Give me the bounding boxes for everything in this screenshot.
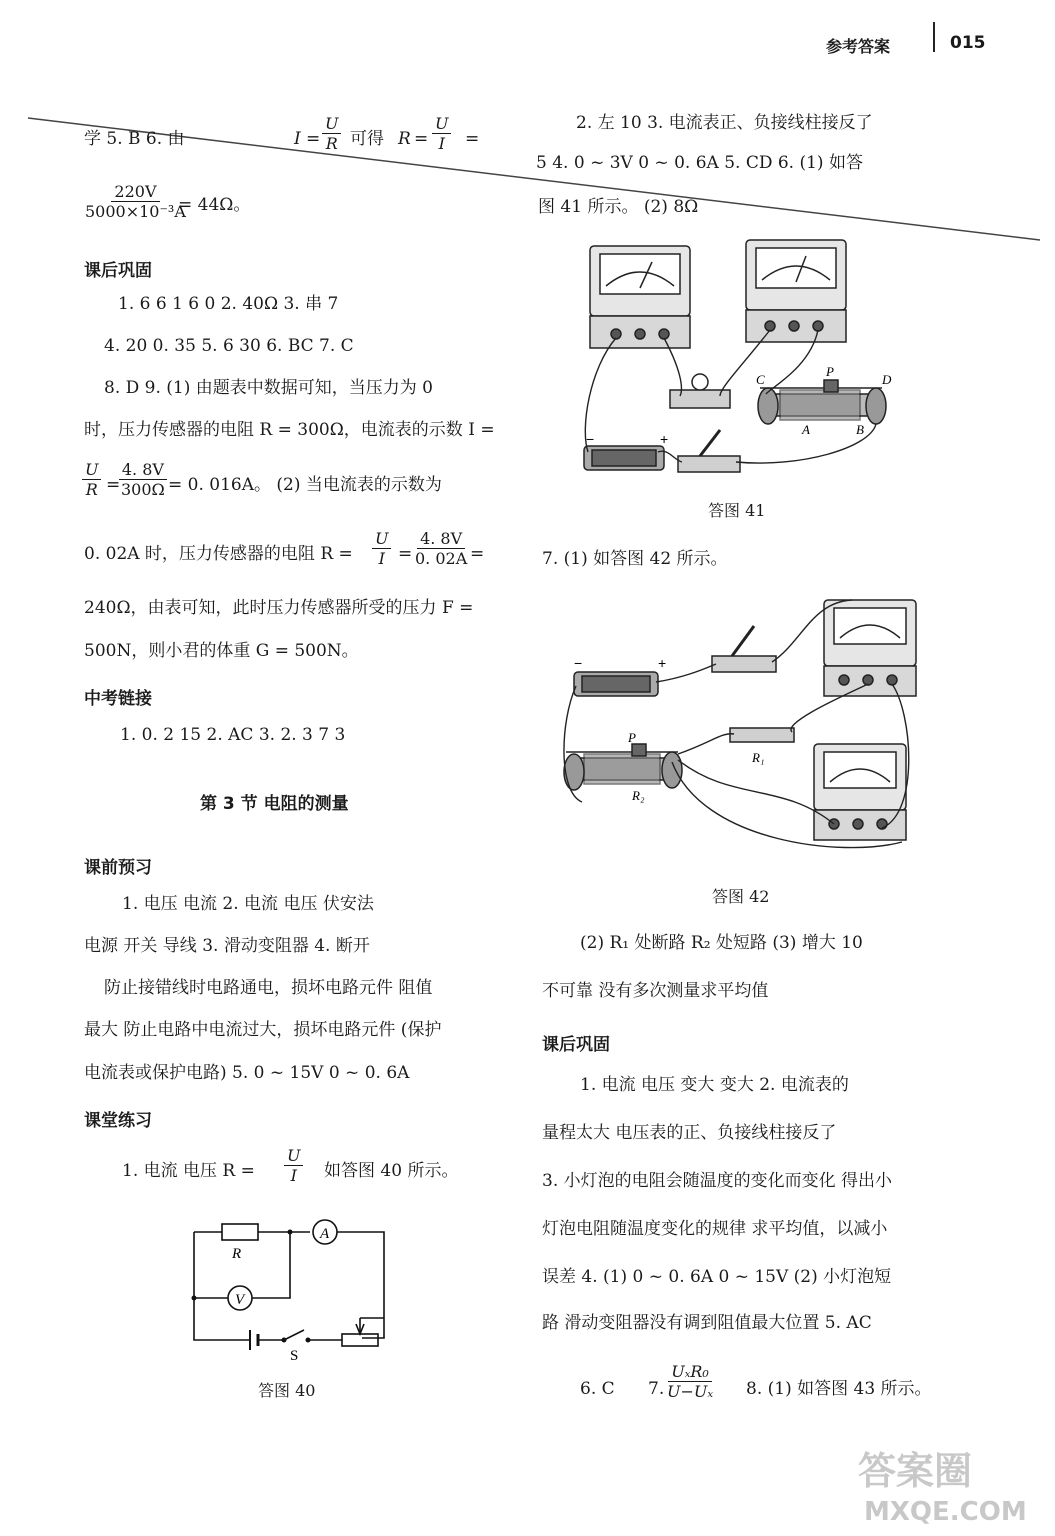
- answer-line: 灯泡电阻随温度变化的规律 求平均值，以减小: [542, 1219, 888, 1239]
- section-heading: 课后巩固: [84, 261, 152, 281]
- answer-item: 7.: [648, 1379, 665, 1399]
- resistor-R: [222, 1224, 258, 1240]
- numerator: UₓR₀: [668, 1362, 712, 1382]
- ammeter-label: A: [320, 1226, 330, 1242]
- answer-line: = 0. 016A。 (2) 当电流表的示数为: [168, 475, 442, 495]
- answer-line: 500N，则小君的体重 G = 500N。: [84, 641, 359, 661]
- switch-label: S: [290, 1348, 299, 1364]
- answer-line: 电源 开关 导线 3. 滑动变阻器 4. 断开: [84, 936, 370, 956]
- answer-line: 防止接错线时电路通电，损坏电路元件 阻值: [104, 978, 433, 998]
- answer-line: 1. 电压 电流 2. 电流 电压 伏安法: [122, 894, 374, 914]
- numerator: U: [322, 114, 341, 134]
- figure-caption-40: 答图 40: [258, 1381, 316, 1400]
- denominator: I: [438, 134, 445, 153]
- answer-line: 误差 4. (1) 0 ~ 0. 6A 0 ~ 15V (2) 小灯泡短: [542, 1267, 892, 1287]
- answer-line: 2. 左 10 3. 电流表正、负接线柱接反了: [576, 113, 873, 133]
- equals: =: [470, 544, 485, 564]
- fraction-u-over-i: [372, 529, 391, 568]
- answer-line: 1. 电流 电压 R =: [122, 1161, 255, 1181]
- answer-line: 图 41 所示。 (2) 8Ω: [538, 197, 699, 217]
- equals: =: [414, 129, 429, 149]
- label-A: A: [802, 422, 810, 437]
- answer-line: 3. 小灯泡的电阻会随温度的变化而变化 得出小: [542, 1171, 893, 1191]
- equals: =: [465, 129, 480, 149]
- equals: =: [306, 129, 321, 149]
- answer-line: 量程太大 电压表的正、负接线柱接反了: [542, 1123, 837, 1143]
- answer-item: 6. C: [580, 1379, 615, 1399]
- denominator: 300Ω: [121, 480, 165, 499]
- header-label: 参考答案: [826, 37, 891, 56]
- figure-caption-41: 答图 41: [708, 501, 766, 520]
- section-heading: 课前预习: [84, 858, 152, 878]
- label-minus: −: [574, 655, 583, 671]
- resistor-label: R: [232, 1246, 242, 1262]
- label-P: P: [628, 730, 636, 745]
- numerator: U: [432, 114, 451, 134]
- answer-line: (2) R₁ 处断路 R₂ 处短路 (3) 增大 10: [580, 933, 863, 953]
- svg-text:答案圈: 答案圈: [858, 1449, 973, 1493]
- answer-line: 7. (1) 如答图 42 所示。: [542, 549, 728, 569]
- label-R2: R₂: [632, 788, 645, 803]
- circuit-photo-41: [570, 238, 910, 478]
- fraction-220v: [82, 182, 189, 221]
- answer-line: 1. 电流 电压 变大 变大 2. 电流表的: [580, 1075, 849, 1095]
- answer-line: 不可靠 没有多次测量求平均值: [542, 981, 769, 1001]
- answer-line: 5 4. 0 ~ 3V 0 ~ 0. 6A 5. CD 6. (1) 如答: [536, 153, 863, 173]
- answer-line: 1. 6 6 1 6 0 2. 40Ω 3. 串 7: [118, 294, 339, 314]
- denominator: R: [325, 134, 338, 153]
- answer-line: 路 滑动变阻器没有调到阻值最大位置 5. AC: [542, 1313, 872, 1333]
- label-P: P: [826, 364, 834, 379]
- answer-line: 如答图 40 所示。: [324, 1161, 459, 1181]
- result-44-ohm: = 44Ω。: [178, 195, 251, 215]
- numerator: 220V: [111, 182, 159, 202]
- answer-line: 0. 02A 时，压力传感器的电阻 R =: [84, 544, 353, 564]
- circuit-photo-42: [552, 592, 922, 862]
- svg-text:MXQE.COM: MXQE.COM: [864, 1497, 1027, 1527]
- section-heading: 课堂练习: [84, 1111, 152, 1131]
- denominator: I: [290, 1166, 297, 1185]
- denominator: 5000×10⁻³A: [85, 202, 186, 221]
- answer-line: 1. 0. 2 15 2. AC 3. 2. 3 7 3: [120, 725, 346, 745]
- section-heading: 中考链接: [84, 689, 152, 709]
- figure-caption-42: 答图 42: [712, 887, 770, 906]
- circuit-diagram-40: [180, 1210, 400, 1365]
- numerator: U: [284, 1146, 303, 1166]
- label-D: D: [882, 372, 892, 387]
- fraction-u-over-r: [322, 114, 341, 153]
- chapter-title: 第 3 节 电阻的测量: [200, 794, 349, 814]
- answer-line: 电流表或保护电路) 5. 0 ~ 15V 0 ~ 0. 6A: [84, 1063, 410, 1083]
- denominator: R: [85, 480, 98, 499]
- page-number: 015: [950, 33, 986, 53]
- fraction-u-over-i: [432, 114, 451, 153]
- answer-item: 8. (1) 如答图 43 所示。: [746, 1379, 932, 1399]
- denominator: U−Uₓ: [667, 1382, 714, 1401]
- answer-line: 时，压力传感器的电阻 R = 300Ω，电流表的示数 I =: [84, 420, 495, 440]
- equals: =: [106, 475, 121, 495]
- section-heading: 课后巩固: [542, 1035, 610, 1055]
- answer-line: 240Ω，由表可知，此时压力传感器所受的压力 F =: [84, 598, 474, 618]
- equals: =: [398, 544, 413, 564]
- answer-line: 4. 20 0. 35 5. 6 30 6. BC 7. C: [104, 336, 354, 356]
- label-B: B: [856, 422, 864, 437]
- label-minus: −: [586, 431, 595, 447]
- label-R1: R₁: [752, 750, 765, 765]
- answer-line: 最大 防止电路中电流过大，损坏电路元件 (保护: [84, 1020, 442, 1040]
- denominator: 0. 02A: [415, 549, 468, 568]
- watermark-logo: [854, 1440, 1029, 1528]
- fraction-u-over-r: [82, 460, 101, 499]
- fraction-4.8v-0.02a: [412, 529, 470, 568]
- voltmeter-label: V: [235, 1292, 245, 1308]
- phrase-can-get: 可得: [350, 129, 384, 149]
- fraction-4.8v-300ohm: [118, 460, 168, 499]
- numerator: U: [82, 460, 101, 480]
- var-I: I: [294, 129, 301, 149]
- var-R: R: [398, 129, 411, 149]
- label-plus: +: [658, 655, 667, 671]
- label-C: C: [756, 372, 765, 387]
- line-1-text: 学 5. B 6. 由: [84, 129, 185, 149]
- denominator: I: [378, 549, 385, 568]
- numerator: 4. 8V: [417, 529, 465, 549]
- fraction-u-over-i: [284, 1146, 303, 1185]
- label-plus: +: [660, 431, 669, 447]
- answer-line: 8. D 9. (1) 由题表中数据可知，当压力为 0: [104, 378, 433, 398]
- numerator: 4. 8V: [119, 460, 167, 480]
- fraction-ux-r0: [664, 1362, 716, 1401]
- numerator: U: [372, 529, 391, 549]
